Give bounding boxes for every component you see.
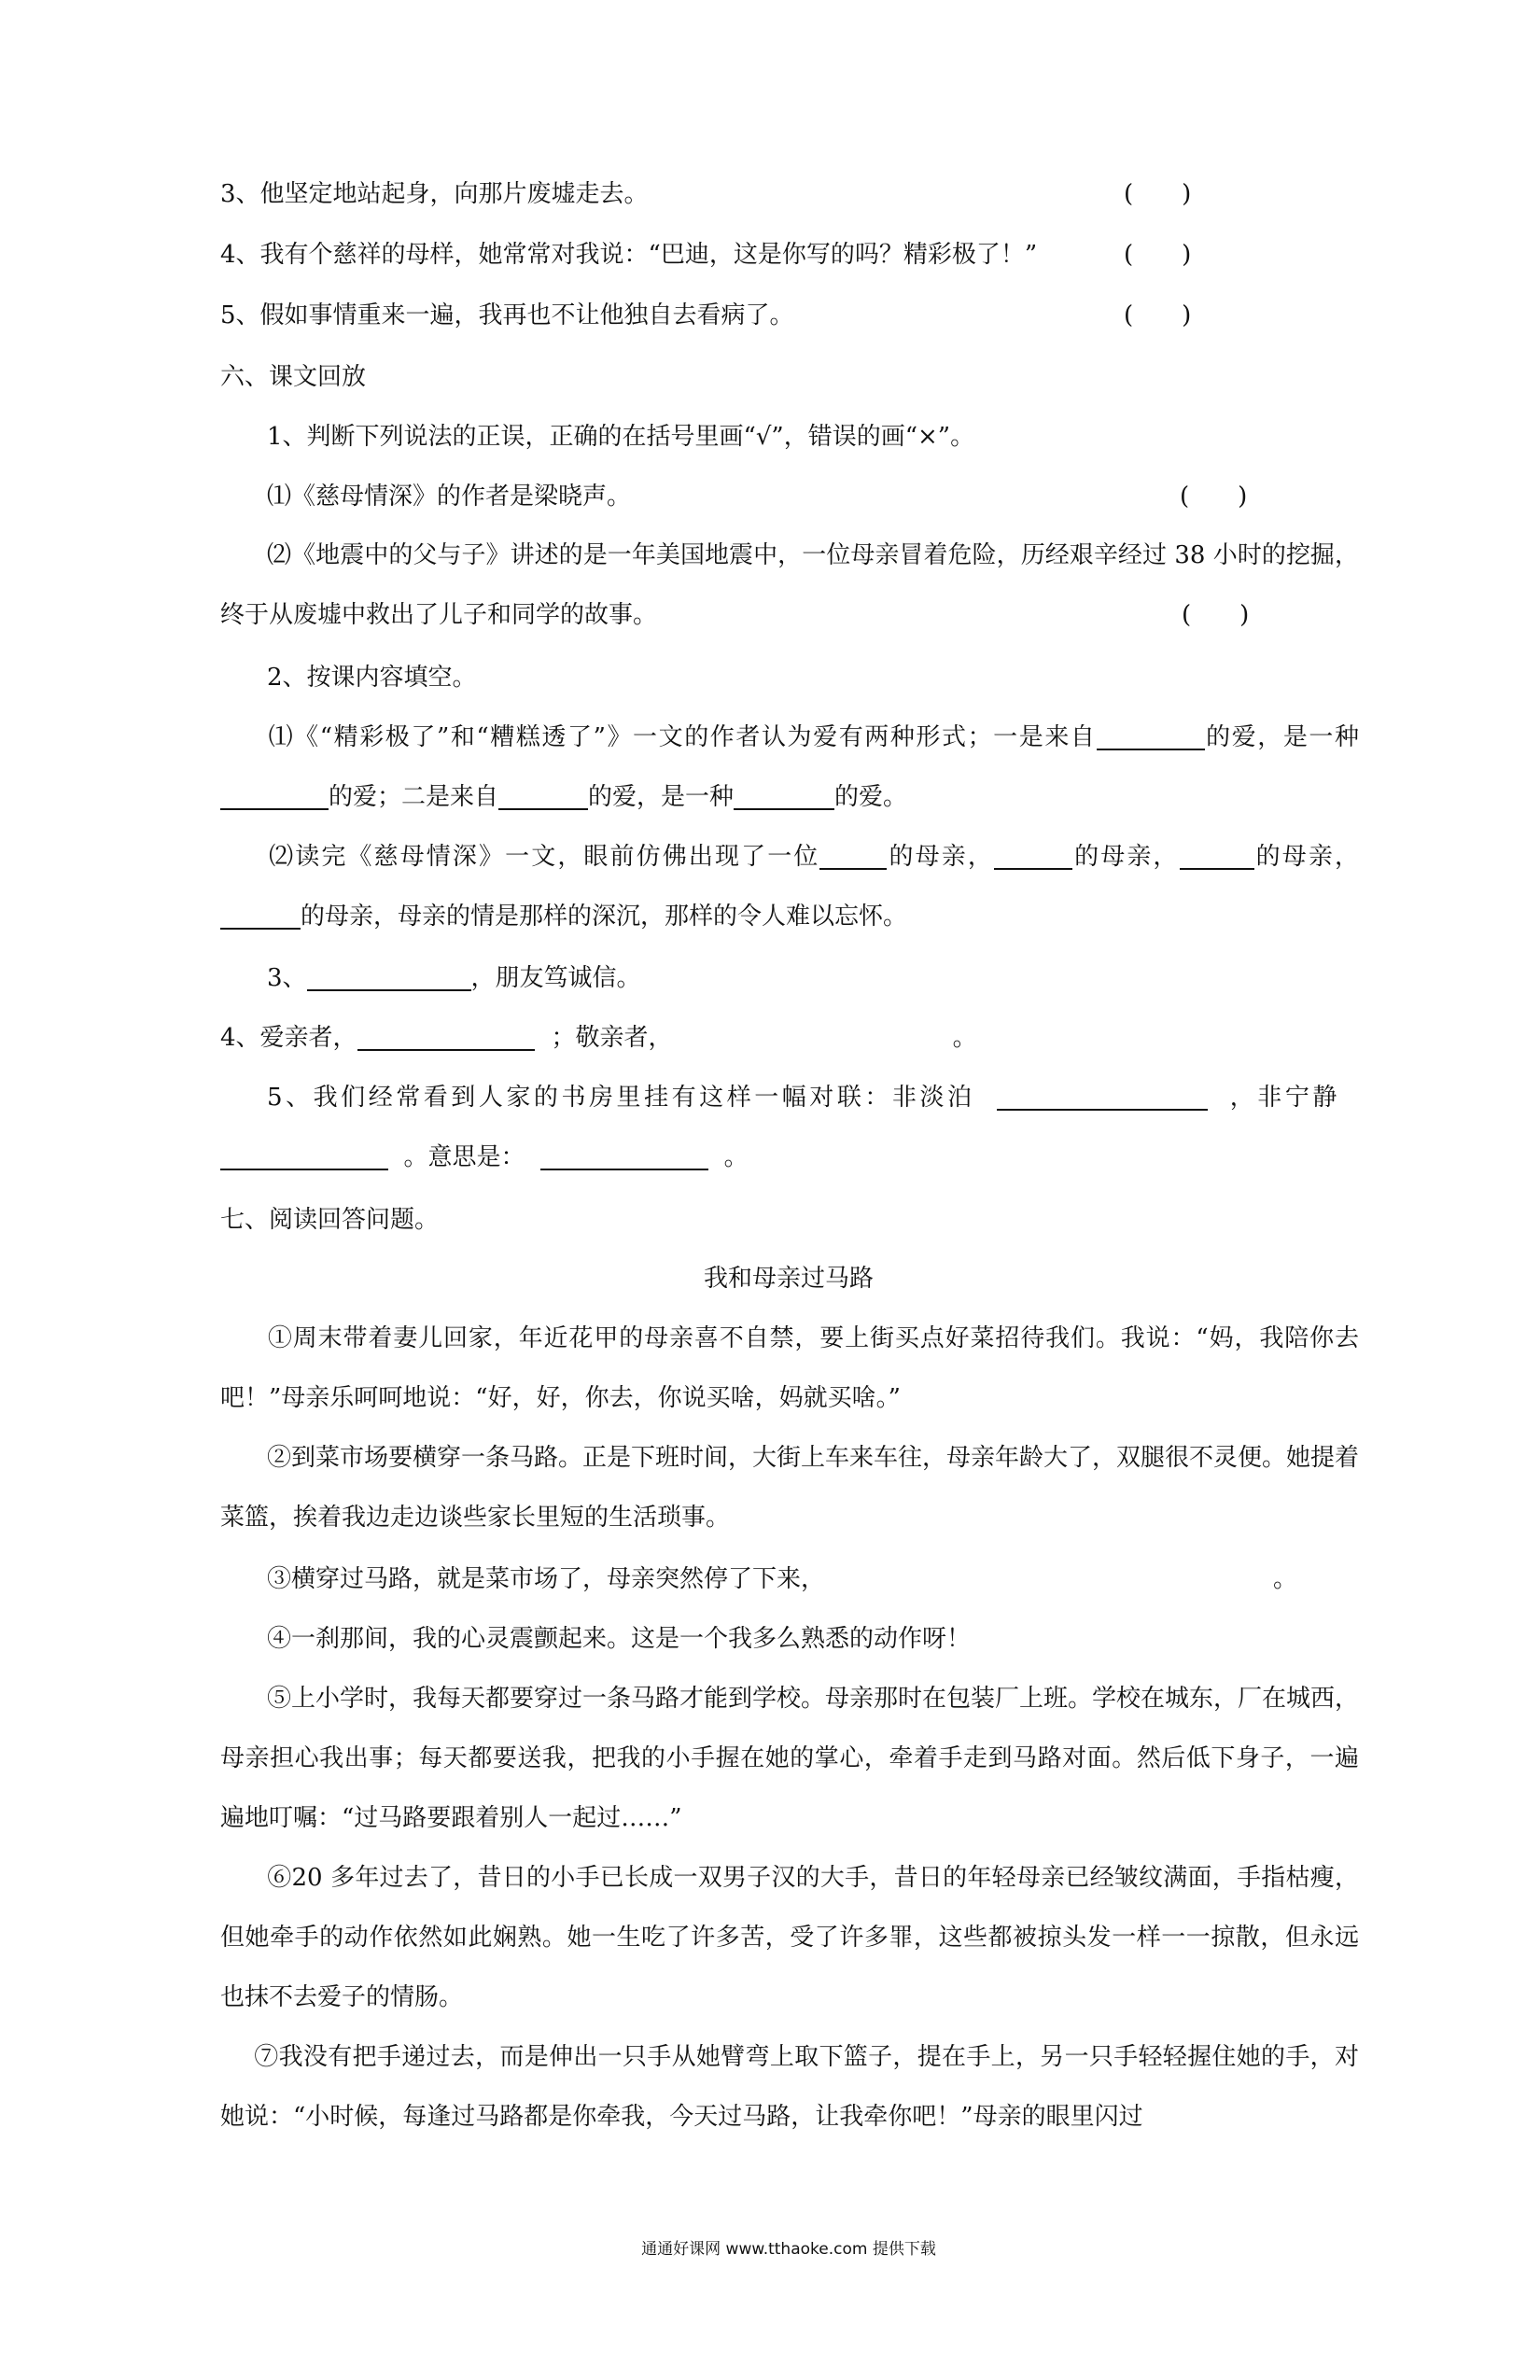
section-heading-6: 六、课文回放 (220, 363, 367, 391)
passage-paragraph-6: ⑥20 多年过去了，昔日的小手已长成一双男子汉的大手，昔日的年轻母亲已经皱纹满面，手指枯瘦，但她牵手的动作依然如此娴熟。她一生吃了许多苦，受了许多罪，这些都被掠头发一样一一掠散，但永远也抹不去爱子的情肠。 (220, 1864, 1359, 2011)
passage-paragraph-5: ⑤上小学时，我每天都要穿过一条马路才能到学校。母亲那时在包装厂上班。学校在城东，厂在城西，母亲担心我出事；每天都要送我，把我的小手握在她的掌心，牵着手走到马路对面。然后低下身子，一遍遍地叮嘱：“过马路要跟着别人一起过……” (220, 1685, 1360, 1832)
fill-blank[interactable] (1097, 721, 1205, 750)
q2-item-2: ⑵读完《慈母情深》一文，眼前仿佛出现了一位 的母亲， 的母亲， 的母亲，的母亲，母亲的情是那样的深沉，那样的令人难以忘怀。 (220, 827, 1359, 946)
passage-paragraph-4: ④一刹那间，我的心灵震颤起来。这是一个我多么熟悉的动作呀！ (267, 1625, 972, 1653)
passage-title: 我和母亲过马路 (703, 1265, 874, 1293)
passage-paragraph-7: ⑦我没有把手递过去，而是伸出一只手从她臂弯上取下篮子，提在手上，另一只手轻轻握住她的手，对她说：“小时候，每逢过马路都是你牵我，今天过马路，让我牵你吧！”母亲的眼里闪过 (220, 2043, 1359, 2131)
q2-item-1: ⑴《“精彩极了”和“糟糕透了”》一文的作者认为爱有两种形式；一是来自 的爱，是一种的爱；二是来自 的爱，是一种 的爱。 (220, 707, 1359, 827)
fill-blank[interactable] (994, 840, 1072, 870)
page-footer: 通通好课网 www.tthaoke.com 提供下载 (641, 2240, 936, 2259)
fill-blank[interactable] (819, 840, 887, 870)
answer-paren-5[interactable]: ( ) (1124, 301, 1192, 329)
q3-proverb: 3、 ，朋友笃诚信。 (267, 959, 641, 997)
q1-item-2: ⑵《地震中的父与子》讲述的是一年美国地震中，一位母亲冒着危险，历经艰辛经过 38 小时的挖掘，终于从废墟中救出了儿子和同学的故事。 (220, 541, 1359, 629)
item-4: 4、我有个慈祥的母样，她常常对我说：“巴迪，这是你写的吗？精彩极了！” (220, 241, 1038, 269)
fill-blank[interactable] (540, 1141, 708, 1170)
fill-blank[interactable] (997, 1081, 1208, 1111)
q5-couplet: 5、我们经常看到人家的书房里挂有这样一幅对联：非淡泊 ，非宁静 。意思是： 。 (220, 1068, 1359, 1187)
section-heading-7: 七、阅读回答问题。 (220, 1206, 440, 1234)
q1-instruction: 1、判断下列说法的正误，正确的在括号里画“√”，错误的画“×”。 (267, 423, 975, 451)
fill-blank[interactable] (734, 780, 834, 810)
answer-paren-q1-2[interactable]: ( ) (1182, 601, 1250, 629)
answer-paren-q1-1[interactable]: ( ) (1180, 483, 1248, 511)
passage-paragraph-2: ②到菜市场要横穿一条马路。正是下班时间，大街上车来车往，母亲年龄大了，双腿很不灵便。她提着菜篮，挨着我边走边谈些家长里短的生活琐事。 (220, 1444, 1360, 1532)
passage-paragraph-1: ①周末带着妻儿回家，年近花甲的母亲喜不自禁，要上街买点好菜招待我们。我说：“妈，我陪你去吧！”母亲乐呵呵地说：“好，好，你去，你说买啥，妈就买啥。” (220, 1324, 1359, 1412)
fill-blank[interactable] (220, 780, 329, 810)
answer-paren-3[interactable]: ( ) (1124, 180, 1192, 208)
passage-paragraph-3-end: 。 (1273, 1565, 1298, 1593)
fill-blank[interactable] (220, 900, 301, 930)
fill-blank[interactable] (498, 780, 588, 810)
fill-blank[interactable] (307, 961, 471, 991)
item-5: 5、假如事情重来一遍，我再也不让他独自去看病了。 (220, 301, 794, 329)
fill-blank[interactable] (220, 1141, 388, 1170)
q1-item-1: ⑴《慈母情深》的作者是梁晓声。 (267, 483, 632, 511)
item-3: 3、他坚定地站起身，向那片废墟走去。 (220, 180, 649, 208)
fill-blank[interactable] (357, 1021, 535, 1051)
q2-instruction: 2、按课内容填空。 (267, 664, 477, 692)
passage-paragraph-3: ③横穿过马路，就是菜市场了，母亲突然停了下来， (267, 1565, 826, 1593)
q4-proverb: 4、爱亲者， ；敬亲者， 。 (220, 1019, 977, 1057)
fill-blank[interactable] (1180, 840, 1254, 870)
answer-paren-4[interactable]: ( ) (1124, 241, 1192, 269)
